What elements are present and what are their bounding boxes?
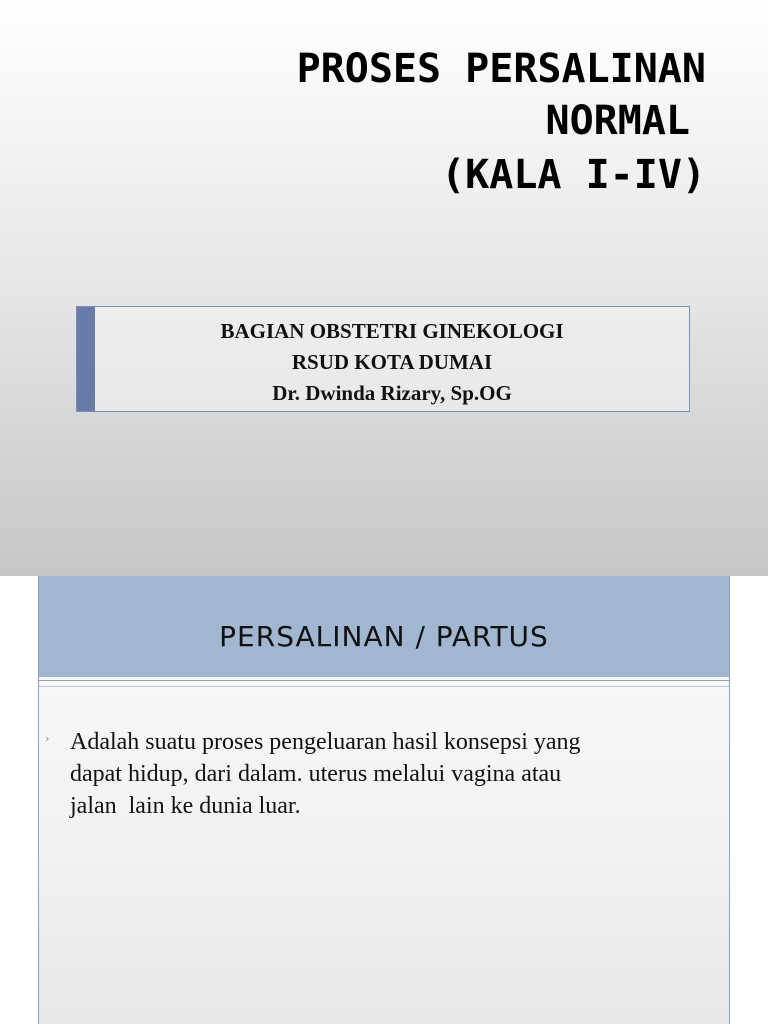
title-line-1: PROSES PERSALINAN	[296, 46, 706, 92]
bullet-line: jalan lain ke dunia luar.	[70, 793, 301, 819]
accent-bar	[77, 307, 95, 411]
slide-definition	[0, 576, 768, 1024]
header-band	[39, 576, 729, 677]
bullet-text	[70, 726, 690, 822]
hospital-text: RSUD KOTA DUMAI	[291, 350, 493, 374]
title-line-2: NORMAL	[545, 98, 690, 144]
author-info-box	[76, 306, 690, 412]
title-line-3: (KALA I-IV)	[441, 152, 706, 198]
author-text: Dr. Dwinda Rizary, Sp.OG	[272, 381, 512, 405]
bullet-line: dapat hidup, dari dalam. uterus melalui vagina atau	[70, 761, 562, 787]
slide-frame	[38, 576, 730, 1024]
slide-heading: PERSALINAN / PARTUS	[219, 620, 549, 653]
bullet-icon: ›	[45, 732, 50, 745]
divider-line	[39, 680, 729, 681]
divider-line	[39, 686, 729, 687]
bullet-line: Adalah suatu proses pengeluaran hasil konsepsi yang	[70, 729, 581, 755]
department-text: BAGIAN OBSTETRI GINEKOLOGI	[220, 319, 564, 343]
